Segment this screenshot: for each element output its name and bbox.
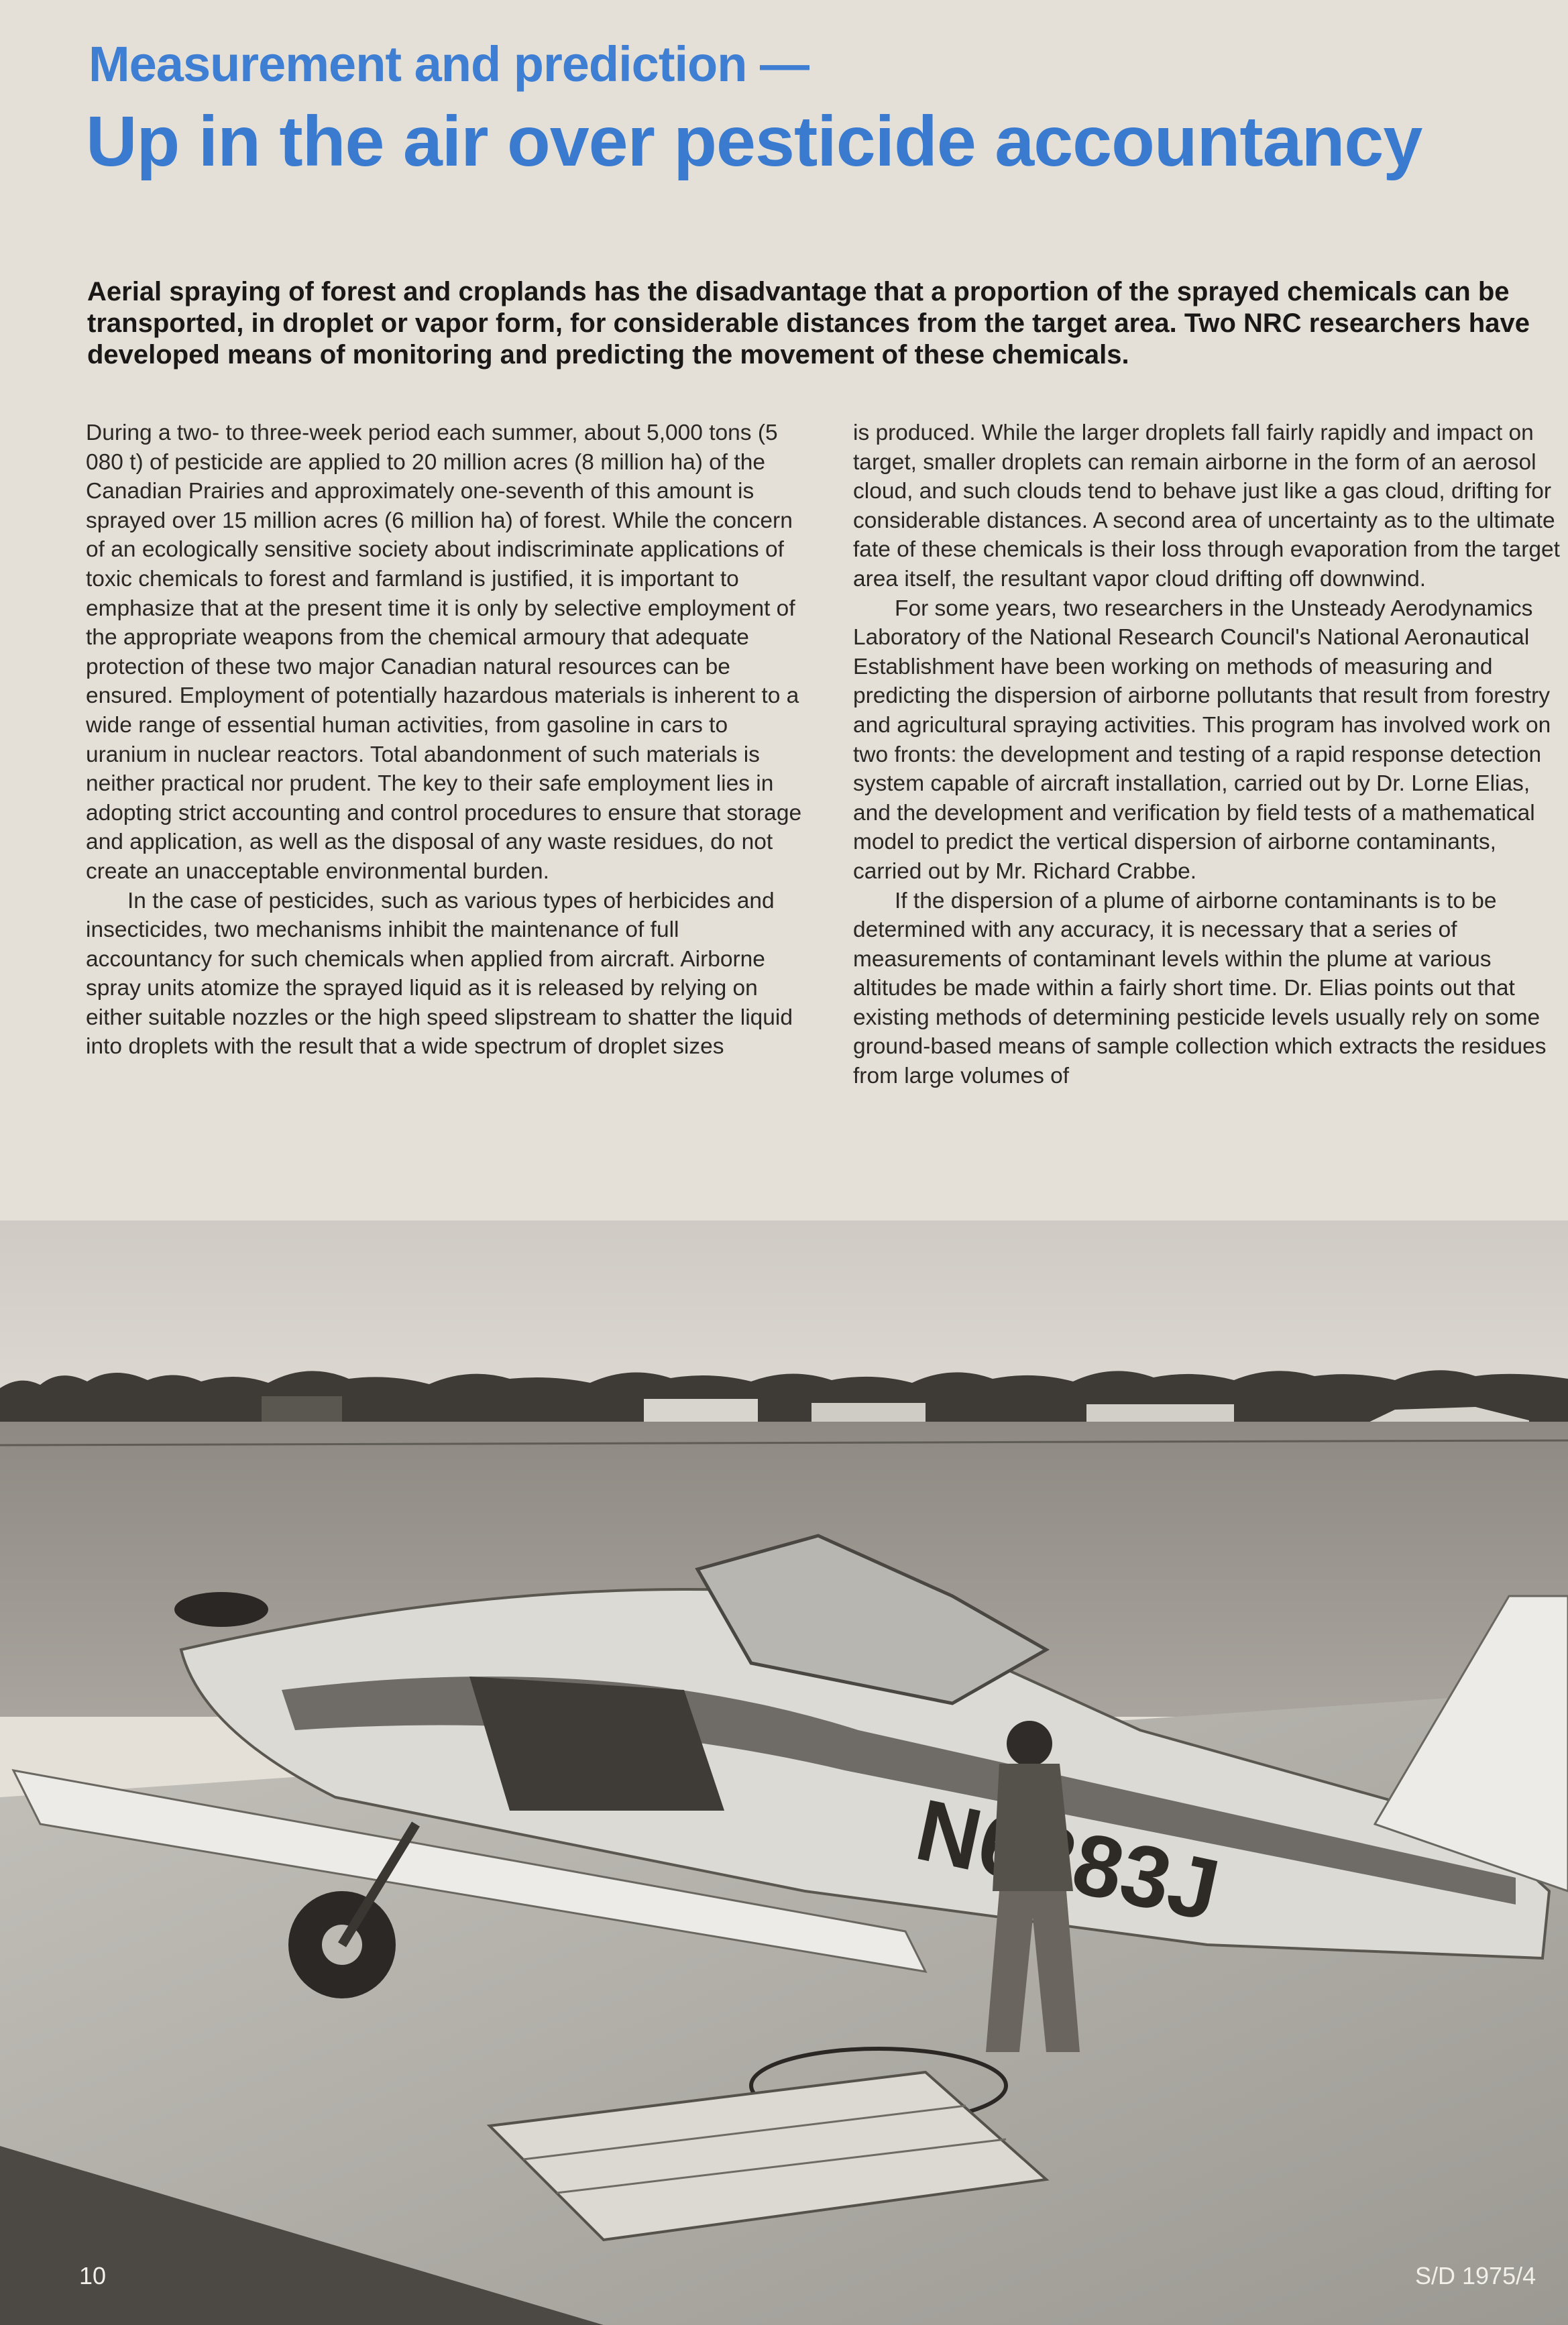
building bbox=[811, 1403, 926, 1423]
issue-label: S/D 1975/4 bbox=[1415, 2262, 1536, 2289]
propeller-spinner bbox=[174, 1592, 268, 1627]
tree-line bbox=[0, 1370, 1568, 1422]
article-headline: Up in the air over pesticide accountancy bbox=[86, 102, 1422, 181]
body-column-left bbox=[86, 418, 803, 1184]
paragraph: If the dispersion of a plume of airborne contaminants is to be determined with any accuracy, it is necessary that a series of measurements of contaminant levels within the plume at various altitudes be made within a fairly short time. Dr. Elias points out that existing methods of determining pesticide levels usually rely on some ground-based means of sample collection which extracts the residues from large volumes of bbox=[853, 888, 1547, 1089]
person-head bbox=[1007, 1721, 1052, 1766]
crop-duster-photo bbox=[0, 1221, 1568, 2325]
paragraph: is produced. While the larger droplets fall fairly rapidly and impact on target, smaller droplets can remain airborne in the form of an aerosol cloud, and such clouds tend to behave just like a gas cloud, drifting for considerable distances. A second area of uncertainty as to the ultimate fate of these chemicals is their loss through evaporation from the target area itself, the resultant vapor cloud drifting off downwind. bbox=[853, 420, 1560, 591]
article-kicker: Measurement and prediction — bbox=[89, 36, 809, 92]
page-number: 10 bbox=[79, 2262, 107, 2289]
body-column-right bbox=[853, 418, 1568, 1184]
paragraph: For some years, two researchers in the Unsteady Aerodynamics Laboratory of the National Research Council's National Aeronautical Establishment have been working on methods of measuring and predicting the dispersion of airborne pollutants that result from forestry and agricultural spraying activities. This program has involved work on two fronts: the development and testing of a rapid response detection system capable of aircraft installation, carried out by Dr. Lorne Elias, and the development and verification by field tests of a mathematical model to predict the vertical dispersion of airborne contaminants, carried out by Mr. Richard Crabbe. bbox=[853, 596, 1551, 884]
paragraph: During a two- to three-week period each summer, about 5,000 tons (5 080 t) of pesticide are applied to 20 million acres (8 million ha) of the Canadian Prairies and approximately one-seventh of this amount is sprayed over 15 million acres (6 million ha) of forest. While the concern of an ecologically sensitive society about indiscriminate applications of toxic chemicals to forest and farmland is justified, it is important to emphasize that at the present time it is only by selective employment of the appropriate weapons from the chemical armoury that adequate protection of these two major Canadian natural resources can be ensured. Employment of potentially hazardous materials is inherent to a wide range of essential human activities, from gasoline in cars to uranium in nuclear reactors. Total abandonment of such materials is neither practical nor prudent. The key to their safe employment lies in adopting strict accounting and control procedures to ensure that storage and application, as well as the disposal of any waste residues, do not create an unacceptable environmental burden. bbox=[86, 420, 802, 884]
engine-bay bbox=[469, 1677, 724, 1811]
person-body bbox=[993, 1764, 1073, 1891]
paragraph: In the case of pesticides, such as various types of herbicides and insecticides, two mechanisms inhibit the maintenance of full accountancy for such chemicals when applied from aircraft. Airborne spray units atomize the sprayed liquid as it is released by relying on either suitable nozzles or the high speed slipstream to shatter the liquid into droplets with the result that a wide spectrum of droplet sizes bbox=[86, 888, 793, 1060]
article-deck: Aerial spraying of forest and croplands has the disadvantage that a proportion of the sprayed chemicals can be transported, in droplet or vapor form, for considerable distances from the target area. Two NRC researchers have developed means of monitoring and predicting the movement of these chemicals. bbox=[87, 277, 1530, 370]
building bbox=[644, 1399, 758, 1423]
